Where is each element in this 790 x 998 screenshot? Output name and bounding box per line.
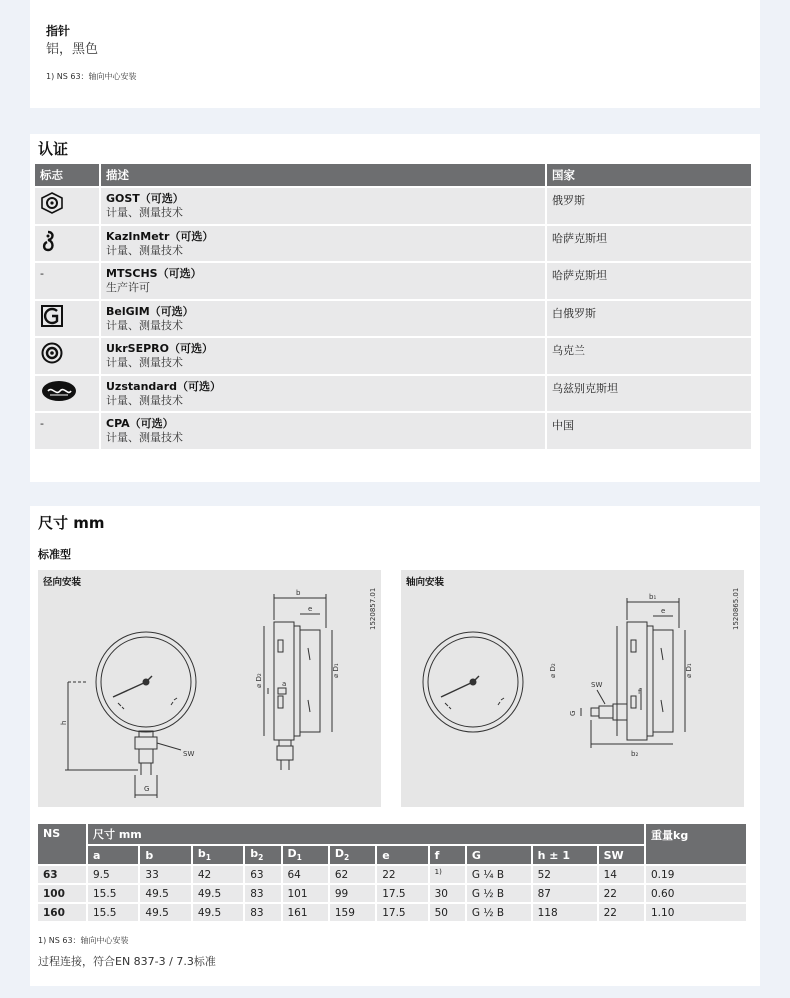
dim-col-d2: $D_2$ (330, 846, 375, 864)
dim-header-dims: 尺寸 mm (88, 824, 644, 844)
dims-subtitle: 标准型 (38, 548, 71, 561)
uzstandard-logo-icon (40, 380, 78, 402)
svg-text:G: G (569, 710, 577, 716)
cert-scope: 生产许可 (106, 281, 150, 294)
table-row: 100 15.5 49.5 49.5 83 101 99 17.5 30 G ½ B 87 22 0.60 (38, 885, 746, 902)
radial-mount-label: 径向安装 (43, 577, 82, 588)
cert-header-mark: 标志 (35, 164, 99, 186)
svg-text:⌀ D₁: ⌀ D₁ (685, 663, 693, 678)
svg-text:SW: SW (591, 681, 603, 689)
dim-col-d1: $D_1$ (283, 846, 328, 864)
dim-col-g: G (467, 846, 531, 864)
axial-gauge-drawing-svg (401, 570, 744, 807)
table-row (35, 338, 751, 374)
dimensions-card (30, 506, 760, 986)
cropped-text-fragment (46, 0, 186, 2)
cert-title: 认证 (38, 140, 69, 158)
cert-country: 中国 (547, 413, 751, 449)
svg-text:SW: SW (183, 750, 195, 758)
dim-col-b1: $b_1$ (193, 846, 243, 864)
cert-scope: 计量、测量技术 (106, 431, 183, 444)
cert-country: 俄罗斯 (547, 188, 751, 224)
process-connection-note: 过程连接，符合EN 837-3 / 7.3标准 (38, 955, 216, 968)
cert-mark: - (35, 263, 99, 299)
dim-col-h: h ± 1 (533, 846, 597, 864)
dim-col-a: a (88, 846, 138, 864)
svg-text:e: e (308, 605, 313, 613)
dim-col-b2: $b_2$ (245, 846, 280, 864)
dims-footnote: 1) NS 63：轴向中心安装 (38, 936, 129, 945)
cert-name: Uzstandard（可选） (106, 379, 221, 393)
table-row (35, 263, 751, 299)
svg-text:b₂: b₂ (631, 750, 639, 758)
axial-mount-label: 轴向安装 (406, 577, 445, 588)
kazinmetr-logo-icon (40, 230, 64, 252)
axial-mount-drawing (401, 570, 744, 807)
dim-col-f: f (430, 846, 465, 864)
pointer-card (30, 0, 760, 108)
svg-text:⌀ D₂: ⌀ D₂ (549, 663, 557, 678)
pointer-footnote: 1) NS 63：轴向中心安装 (46, 72, 137, 81)
table-row: 160 15.5 49.5 49.5 83 161 159 17.5 50 G ½ B 118 22 1.10 (38, 904, 746, 921)
svg-text:⌀ D₁: ⌀ D₁ (332, 663, 340, 678)
svg-text:f: f (638, 688, 641, 696)
dim-col-b: b (140, 846, 190, 864)
table-row (35, 188, 751, 224)
cert-name: CPA（可选） (106, 417, 174, 430)
table-row (35, 301, 751, 337)
gost-logo-icon (40, 192, 64, 214)
pointer-title: 指针 (46, 24, 71, 38)
belgim-logo-icon (40, 305, 64, 327)
dimensions-table (36, 822, 748, 923)
cert-mark: - (35, 413, 99, 449)
svg-text:⌀ D₂: ⌀ D₂ (255, 673, 263, 688)
svg-text:a: a (282, 680, 287, 688)
cert-country: 乌克兰 (547, 338, 751, 374)
cert-country: 白俄罗斯 (547, 301, 751, 337)
dim-header-ns: NS (38, 824, 86, 864)
dim-col-e: e (377, 846, 427, 864)
axial-drawing-code: 1520865.01 (732, 587, 740, 630)
ukrsepro-logo-icon (40, 342, 64, 364)
certification-card (30, 134, 760, 482)
cert-scope: 计量、测量技术 (106, 318, 183, 332)
cert-name: UkrSEPRO（可选） (106, 342, 213, 355)
table-row: 63 9.5 33 42 63 64 62 22 1) G ¼ B 52 14 0.19 (38, 866, 746, 883)
radial-drawing-code: 1520857.01 (369, 587, 377, 630)
svg-text:b₁: b₁ (649, 593, 657, 601)
table-row (35, 413, 751, 449)
dim-header-weight: 重量kg (646, 824, 746, 864)
dim-col-sw: SW (599, 846, 644, 864)
svg-text:e: e (661, 607, 666, 615)
cert-header-desc: 描述 (101, 164, 545, 186)
svg-text:G: G (144, 785, 150, 793)
cert-scope: 计量、测量技术 (106, 393, 183, 407)
cert-name: BelGIM（可选） (106, 304, 194, 318)
cert-country: 乌兹别克斯坦 (547, 376, 751, 412)
cert-name: MTSCHS（可选） (106, 267, 202, 280)
cert-scope: 计量、测量技术 (106, 206, 183, 219)
radial-mount-drawing (38, 570, 381, 807)
pointer-material: 铝，黑色 (46, 42, 99, 57)
cert-header-country: 国家 (547, 164, 751, 186)
dims-title: 尺寸 mm (38, 514, 105, 532)
table-row (35, 226, 751, 262)
cert-scope: 计量、测量技术 (106, 243, 183, 257)
cert-table (33, 162, 753, 451)
cert-country: 哈萨克斯坦 (547, 263, 751, 299)
svg-text:h: h (60, 720, 68, 725)
cert-scope: 计量、测量技术 (106, 356, 183, 369)
table-row (35, 376, 751, 412)
cert-name: GOST（可选） (106, 192, 184, 205)
cert-name: KazInMetr（可选） (106, 229, 214, 243)
radial-gauge-drawing-svg (38, 570, 381, 807)
svg-text:b: b (296, 589, 301, 597)
cert-country: 哈萨克斯坦 (547, 226, 751, 262)
